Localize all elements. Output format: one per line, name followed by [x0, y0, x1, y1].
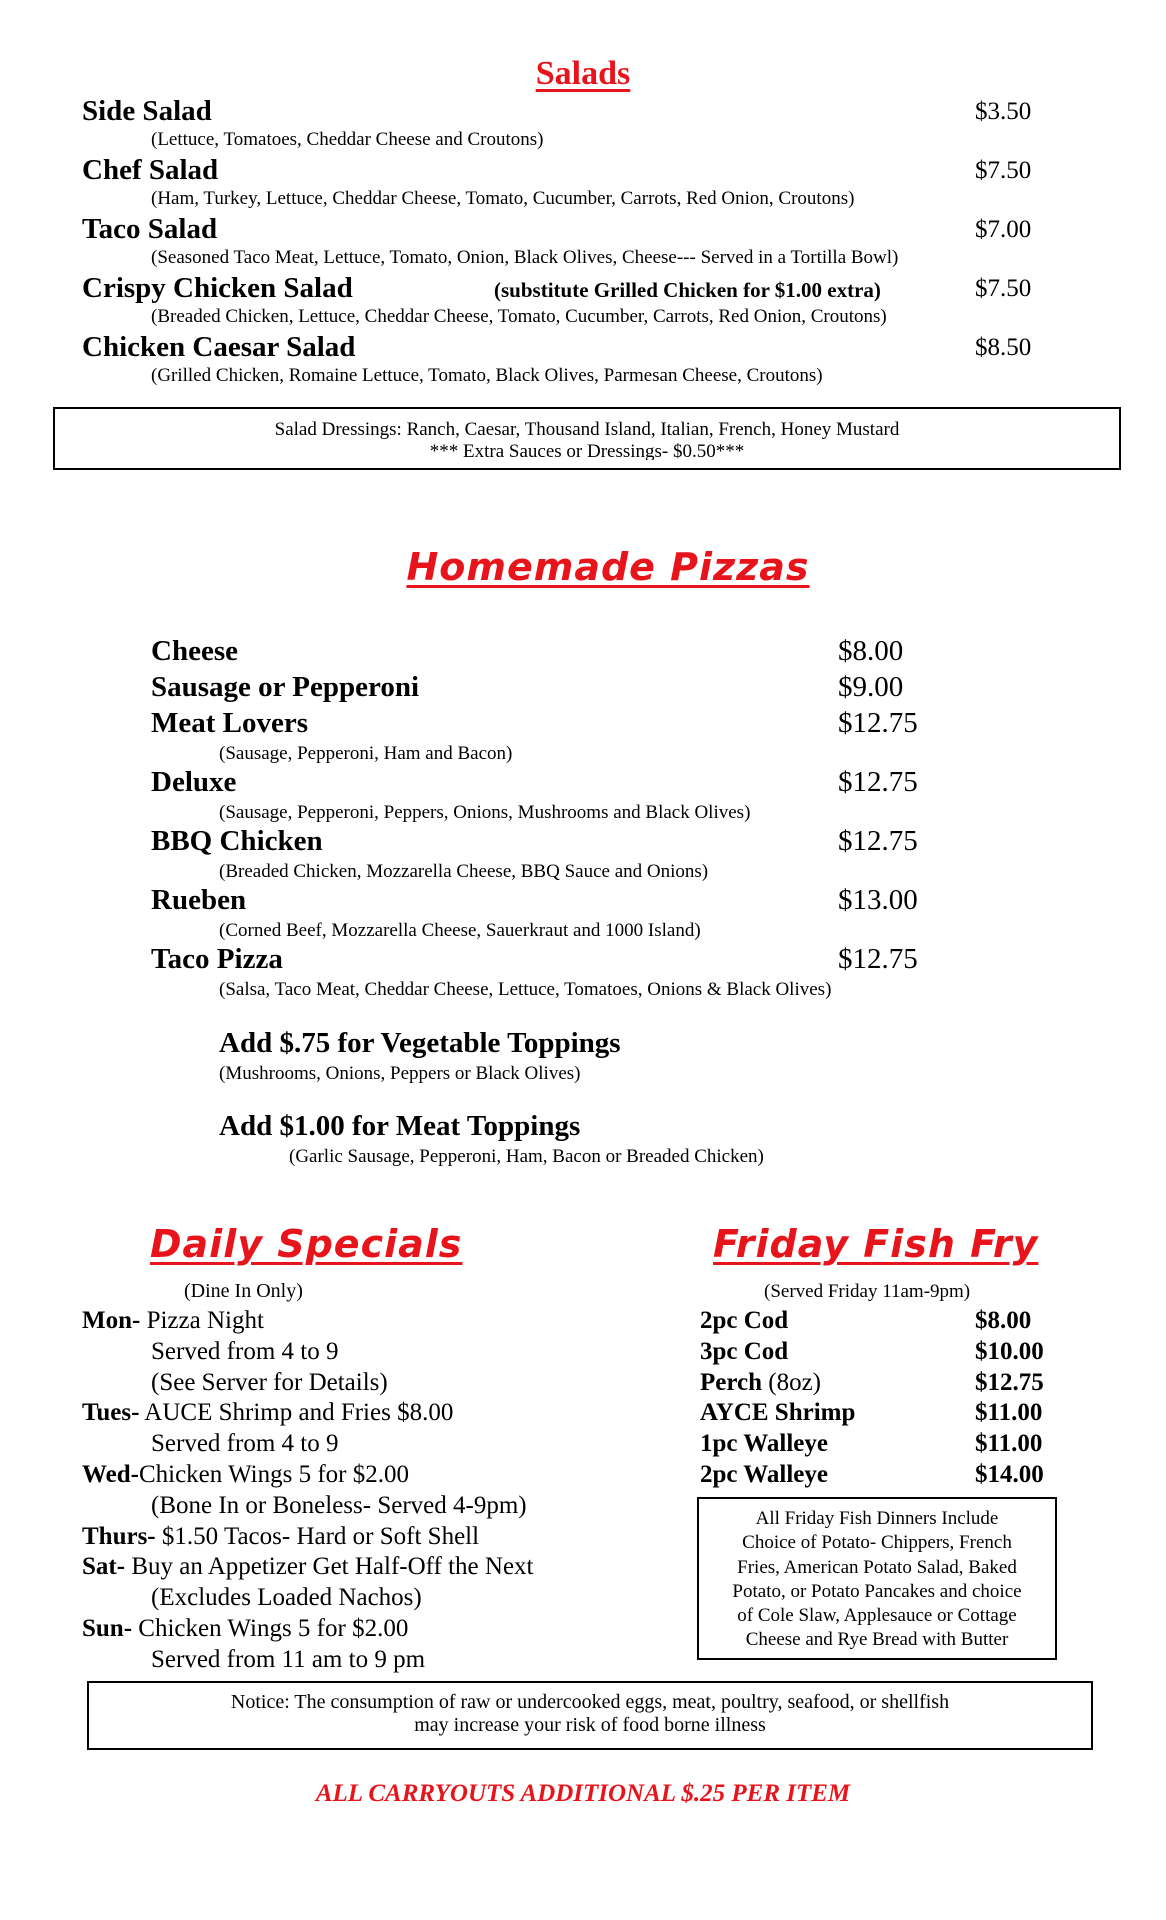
pizza-name: Deluxe	[151, 766, 237, 798]
special-text: Served from 4 to 9	[151, 1430, 339, 1458]
salad-price: $7.00	[975, 216, 1032, 243]
dressings-list: Salad Dressings: Ranch, Caesar, Thousand Island, Italian, French, Honey Mustard	[274, 419, 900, 440]
daily-special-line	[151, 1430, 338, 1458]
fish-box-line: of Cole Slaw, Applesauce or Cottage	[737, 1605, 1017, 1627]
special-text: Chicken Wings 5 for $2.00	[132, 1615, 409, 1642]
pizza-description: (Breaded Chicken, Mozzarella Cheese, BBQ Sauce and Onions)	[219, 861, 709, 882]
salad-name: Crispy Chicken Salad	[82, 272, 353, 304]
salad-description: (Ham, Turkey, Lettuce, Cheddar Cheese, Tomato, Cucumber, Carrots, Red Onion, Croutons)	[151, 188, 855, 209]
fish-price: $10.00	[975, 1337, 1044, 1365]
daily-special-line	[82, 1615, 408, 1643]
extra-sauces-note: *** Extra Sauces or Dressings- $0.50***	[429, 441, 745, 460]
fish-name: 2pc Walleye	[700, 1461, 829, 1488]
fish-price: $14.00	[975, 1461, 1044, 1488]
special-text: $1.50 Tacos- Hard or Soft Shell	[155, 1522, 480, 1550]
salad-name: Side Salad	[82, 95, 212, 127]
day-label: Mon-	[82, 1307, 141, 1334]
daily-specials-heading: Daily Specials	[150, 1222, 463, 1266]
pizza-name: BBQ Chicken	[151, 825, 323, 857]
pizzas-heading: Homemade Pizzas	[406, 545, 810, 589]
pizza-price: $12.75	[838, 707, 918, 739]
fish-price: $11.00	[975, 1399, 1043, 1427]
fish-box-line: Potato, or Potato Pancakes and choice	[732, 1580, 1022, 1602]
carryout-notice: ALL CARRYOUTS ADDITIONAL $.25 PER ITEM	[315, 1780, 851, 1807]
day-label: Thurs-	[82, 1522, 156, 1550]
salad-description: (Lettuce, Tomatoes, Cheddar Cheese and Croutons)	[151, 129, 544, 150]
fish-name: 2pc Cod	[700, 1307, 789, 1334]
salad-price: $8.50	[975, 334, 1032, 361]
daily-special-line	[82, 1461, 409, 1489]
daily-special-line	[82, 1399, 453, 1427]
veg-toppings-desc: (Mushrooms, Onions, Peppers or Black Olives)	[219, 1063, 581, 1084]
special-text: (Bone In or Boneless- Served 4-9pm)	[151, 1491, 527, 1519]
fish-size: (8oz)	[762, 1368, 822, 1396]
fish-fry-subtitle: (Served Friday 11am-9pm)	[764, 1281, 971, 1302]
salad-description: (Seasoned Taco Meat, Lettuce, Tomato, Onion, Black Olives, Cheese--- Served in a Tortilla Bowl)	[151, 247, 899, 268]
special-text: AUCE Shrimp and Fries $8.00	[139, 1399, 454, 1427]
daily-special-line	[151, 1369, 388, 1397]
fish-item-name	[700, 1399, 855, 1427]
fish-name: 3pc Cod	[700, 1337, 789, 1365]
fish-item-name	[700, 1369, 821, 1397]
fish-item-name	[700, 1338, 788, 1366]
daily-special-line	[151, 1492, 527, 1520]
pizza-name: Cheese	[151, 635, 238, 667]
salad-description: (Grilled Chicken, Romaine Lettuce, Tomato, Black Olives, Parmesan Cheese, Croutons)	[151, 365, 823, 386]
pizza-price: $13.00	[838, 884, 918, 916]
special-text: Buy an Appetizer Get Half-Off the Next	[125, 1553, 534, 1581]
meat-toppings-desc: (Garlic Sausage, Pepperoni, Ham, Bacon or Breaded Chicken)	[289, 1146, 764, 1167]
notice-line-2: may increase your risk of food borne illness	[414, 1714, 766, 1736]
meat-toppings-title: Add $1.00 for Meat Toppings	[219, 1110, 581, 1142]
special-text: (See Server for Details)	[151, 1368, 388, 1396]
salad-price: $3.50	[975, 98, 1032, 125]
special-text: Chicken Wings 5 for $2.00	[138, 1461, 409, 1488]
pizza-name: Taco Pizza	[151, 943, 283, 975]
veg-toppings-title: Add $.75 for Vegetable Toppings	[219, 1027, 621, 1059]
pizza-name: Rueben	[151, 884, 247, 916]
salads-heading: Salads	[535, 55, 631, 92]
pizza-description: (Salsa, Taco Meat, Cheddar Cheese, Lettuce, Tomatoes, Onions & Black Olives)	[219, 979, 832, 1000]
fish-price: $11.00	[975, 1430, 1043, 1458]
salad-name: Chicken Caesar Salad	[82, 331, 356, 363]
fish-box-line: Choice of Potato- Chippers, French	[742, 1532, 1012, 1554]
health-notice-box	[87, 1681, 1093, 1750]
pizza-name: Meat Lovers	[151, 707, 309, 739]
special-text: (Excludes Loaded Nachos)	[151, 1584, 422, 1612]
pizza-price: $12.75	[838, 766, 918, 798]
fish-box-line: All Friday Fish Dinners Include	[755, 1508, 999, 1529]
day-label: Sat-	[82, 1553, 126, 1581]
daily-special-line	[82, 1553, 534, 1581]
pizza-price: $8.00	[838, 635, 904, 667]
daily-special-line	[151, 1338, 338, 1366]
fish-box-line: Cheese and Rye Bread with Butter	[745, 1629, 1009, 1651]
fish-name: 1pc Walleye	[700, 1430, 829, 1458]
fish-price: $12.75	[975, 1368, 1044, 1396]
fish-dinner-info-box	[697, 1497, 1057, 1660]
pizza-name: Sausage or Pepperoni	[151, 671, 420, 703]
day-label: Sun-	[82, 1615, 133, 1642]
pizza-description: (Sausage, Pepperoni, Ham and Bacon)	[219, 743, 513, 764]
salad-name: Chef Salad	[82, 154, 219, 186]
pizza-description: (Corned Beef, Mozzarella Cheese, Sauerkraut and 1000 Island)	[219, 920, 701, 941]
salad-price: $7.50	[975, 275, 1032, 302]
daily-special-line	[151, 1646, 425, 1674]
fish-item-name	[700, 1430, 828, 1458]
pizza-description: (Sausage, Pepperoni, Peppers, Onions, Mushrooms and Black Olives)	[219, 802, 751, 823]
salad-price: $7.50	[975, 157, 1032, 184]
day-label: Wed-	[82, 1461, 139, 1488]
salad-note: (substitute Grilled Chicken for $1.00 extra)	[494, 278, 881, 302]
salad-dressings-box	[53, 407, 1121, 470]
salad-name: Taco Salad	[82, 213, 218, 245]
daily-special-line	[151, 1584, 422, 1612]
day-label: Tues-	[82, 1399, 140, 1427]
pizza-price: $12.75	[838, 825, 918, 857]
fish-item-name	[700, 1307, 788, 1335]
fish-box-line: Fries, American Potato Salad, Baked	[737, 1556, 1017, 1578]
fish-price: $8.00	[975, 1307, 1032, 1334]
fish-item-name	[700, 1461, 828, 1489]
pizza-price: $9.00	[838, 671, 904, 703]
daily-special-line	[82, 1523, 479, 1551]
special-text: Served from 11 am to 9 pm	[151, 1645, 426, 1673]
special-text: Pizza Night	[140, 1307, 264, 1334]
notice-line-1: Notice: The consumption of raw or undercooked eggs, meat, poultry, seafood, or shellfish	[230, 1691, 950, 1713]
pizza-price: $12.75	[838, 943, 918, 975]
fish-name: Perch	[700, 1368, 763, 1396]
fish-name: AYCE Shrimp	[700, 1399, 856, 1427]
special-text: Served from 4 to 9	[151, 1337, 339, 1365]
daily-special-line	[82, 1307, 264, 1335]
salad-description: (Breaded Chicken, Lettuce, Cheddar Cheese, Tomato, Cucumber, Carrots, Red Onion, Croutons)	[151, 306, 887, 327]
fish-fry-heading: Friday Fish Fry	[713, 1222, 1039, 1266]
daily-specials-subtitle: (Dine In Only)	[184, 1280, 303, 1302]
